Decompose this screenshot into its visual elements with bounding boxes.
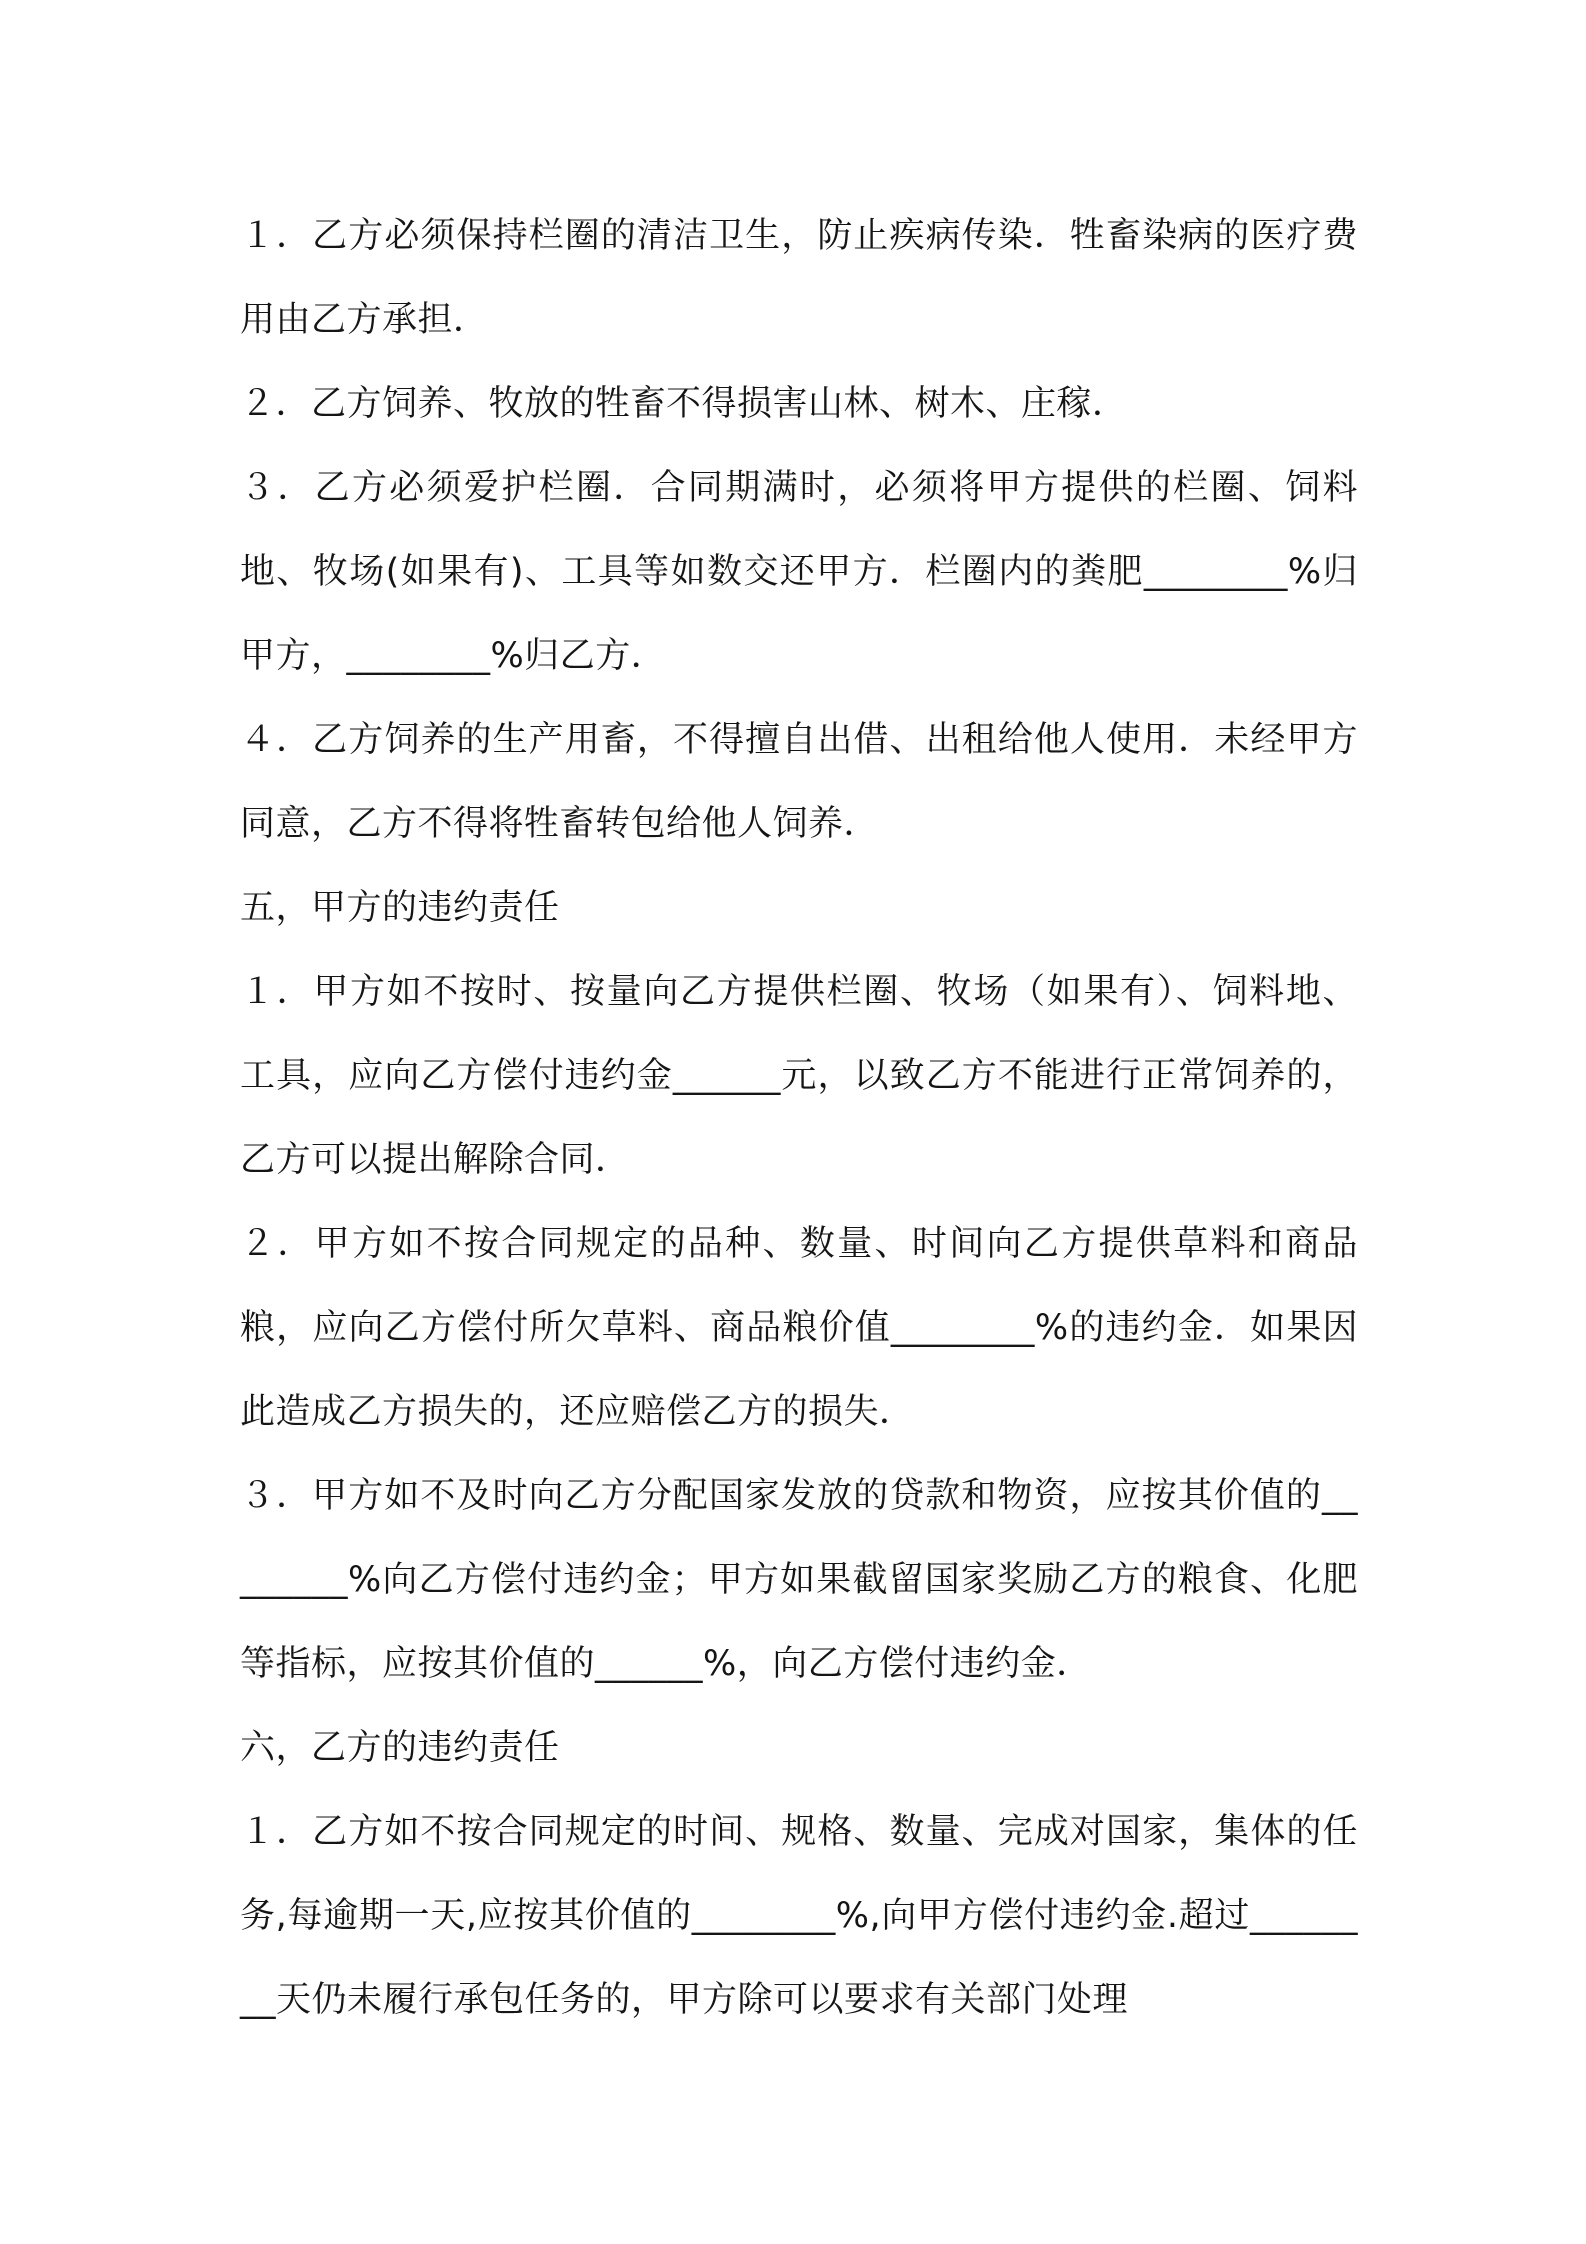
clause-jia-liability-1: １．甲方如不按时、按量向乙方提供栏圈、牧场（如果有）、饲料地、工具，应向乙方偿付违约金______元，以致乙方不能进行正常饲养的，乙方可以提出解除合同． — [240, 972, 1358, 1180]
clause-jia-liability-2: ２．甲方如不按合同规定的品种、数量、时间向乙方提供草料和商品粮，应向乙方偿付所欠草料、商品粮价值________%的违约金．如果因此造成乙方损失的，还应赔偿乙方的损失． — [240, 1224, 1358, 1432]
clause-yi-4: ４．乙方饲养的生产用畜，不得擅自出借、出租给他人使用．未经甲方同意，乙方不得将牲畜转包给他人饲养． — [240, 720, 1358, 844]
clause-yi-3: ３．乙方必须爱护栏圈．合同期满时，必须将甲方提供的栏圈、饲料地、牧场(如果有)、工具等如数交还甲方．栏圈内的粪肥________%归甲方，________%归乙方． — [240, 468, 1358, 676]
clause-yi-2: ２．乙方饲养、牧放的牲畜不得损害山林、树木、庄稼． — [240, 384, 1128, 424]
clause-yi-1: １．乙方必须保持栏圈的清洁卫生，防止疾病传染．牲畜染病的医疗费用由乙方承担． — [240, 216, 1358, 340]
section-heading-yi-liability: 六，乙方的违约责任 — [240, 1728, 560, 1768]
clause-jia-liability-3: ３．甲方如不及时向乙方分配国家发放的贷款和物资，应按其价值的________%向乙方偿付违约金；甲方如果截留国家奖励乙方的粮食、化肥等指标，应按其价值的______%，向乙方偿付违约金． — [240, 1476, 1358, 1684]
clause-yi-liability-1: １．乙方如不按合同规定的时间、规格、数量、完成对国家，集体的任务,每逾期一天,应按其价值的________%,向甲方偿付违约金.超过________天仍未履行承包任务的，甲方除可以要求有关部门处理 — [240, 1812, 1358, 2020]
document-body — [240, 194, 1358, 2042]
section-heading-jia-liability: 五，甲方的违约责任 — [240, 888, 560, 928]
